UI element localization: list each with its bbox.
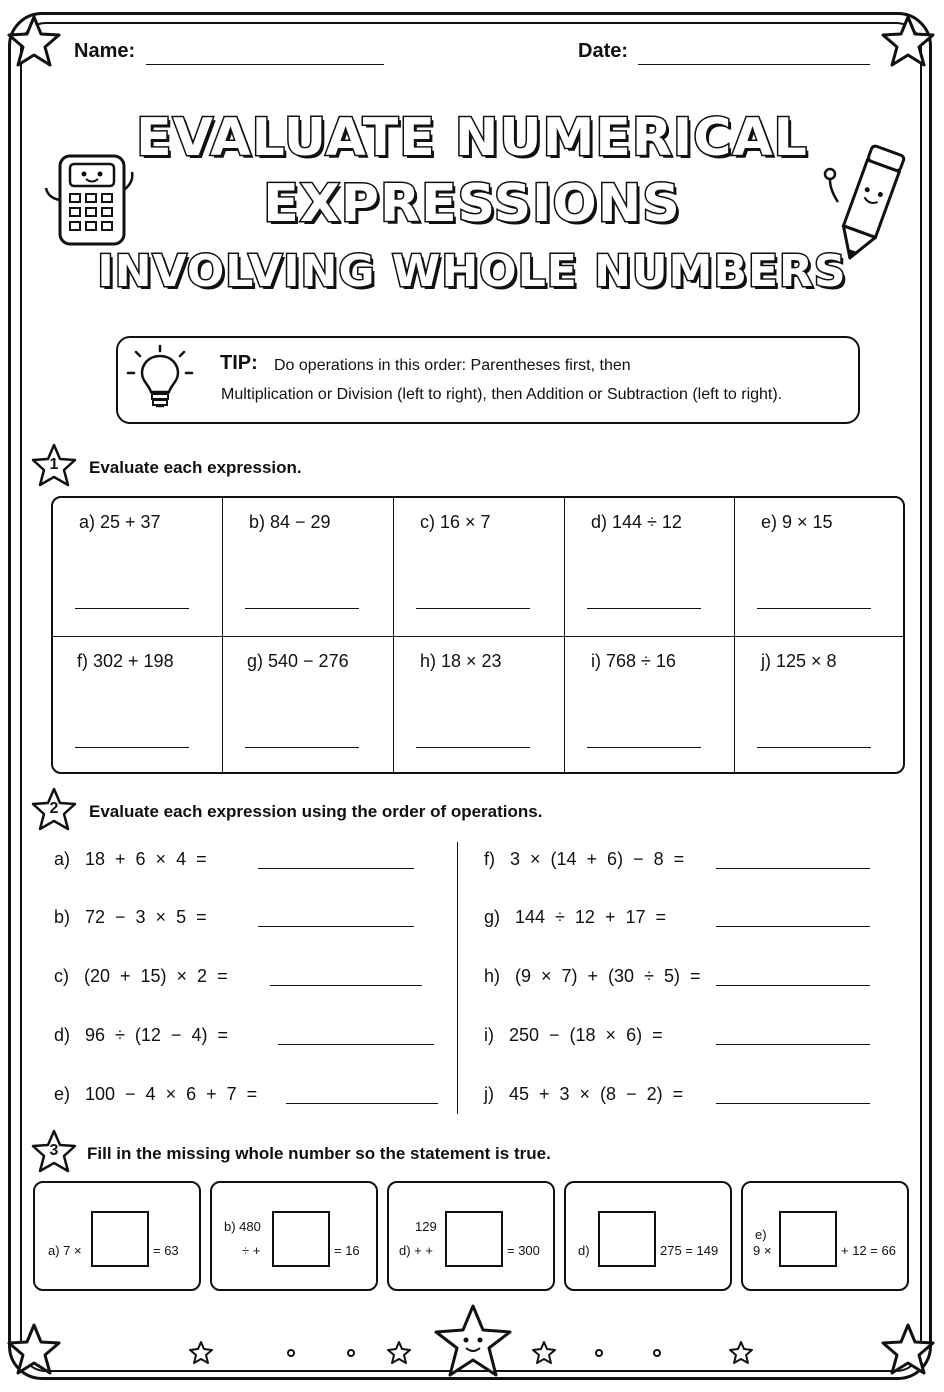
section-1-title: Evaluate each expression. [89,458,302,477]
expression: e) 9 × 15 [761,512,833,532]
fill-in-card [387,1181,555,1291]
dot-icon [652,1348,662,1358]
name-label: Name: [74,40,136,62]
problem-cell [394,637,564,775]
expression-part: d) [578,1243,590,1258]
expression: f) 3 × (14 + 6) − 8 = [484,849,685,869]
problem-cell [53,498,223,636]
tip-text-line-1: Do operations in this order: Parentheses first, then [274,357,631,374]
star-icon [880,1322,936,1378]
star-icon [531,1340,557,1366]
answer-box[interactable] [445,1211,503,1267]
answer-line[interactable] [75,747,189,748]
answer-line[interactable] [716,1103,870,1104]
expression: i) 768 ÷ 16 [591,651,676,671]
tip-text-line-2: Multiplication or Division (left to right), then Addition or Subtraction (left to right). [221,386,783,403]
problem-cell [223,637,393,775]
expression: g) 540 − 276 [247,651,349,671]
problem-cell [394,498,564,636]
answer-line[interactable] [75,608,189,609]
section-2-title: Evaluate each expression using the order of operations. [89,802,543,821]
smiling-star-icon [428,1302,518,1382]
answer-box[interactable] [272,1211,330,1267]
expression: a) 18 + 6 × 4 = [54,849,207,869]
section-number: 1 [49,456,59,473]
date-label: Date: [578,40,629,62]
answer-box[interactable] [598,1211,656,1267]
expression: b) 72 − 3 × 5 = [54,907,207,927]
expression-part: 275 = 149 [660,1243,719,1258]
expression: h) 18 × 23 [420,651,502,671]
fill-in-card [741,1181,909,1291]
answer-line[interactable] [716,985,870,986]
fill-in-card [210,1181,378,1291]
expression-part: = 300 [507,1243,540,1258]
calculator-icon [40,150,140,250]
expression: j) 125 × 8 [761,651,837,671]
answer-line[interactable] [587,608,701,609]
expression-part: + 12 = 66 [841,1243,896,1258]
answer-box[interactable] [91,1211,149,1267]
expression-part: b) 480 [224,1219,261,1234]
dot-icon [346,1348,356,1358]
date-field[interactable] [638,64,870,65]
problem-cell [53,637,223,775]
problem-cell [223,498,393,636]
section-1-grid [51,496,905,774]
tip-label: TIP: [220,352,258,374]
star-icon [728,1340,754,1366]
dot-icon [594,1348,604,1358]
answer-line[interactable] [278,1044,434,1045]
expression: c) (20 + 15) × 2 = [54,966,228,986]
expression-part: e) [755,1227,767,1242]
expression: j) 45 + 3 × (8 − 2) = [484,1084,684,1104]
answer-line[interactable] [716,926,870,927]
section-number: 3 [49,1142,59,1159]
dot-icon [286,1348,296,1358]
expression: b) 84 − 29 [249,512,331,532]
star-icon [6,14,62,70]
answer-line[interactable] [416,747,530,748]
expression: a) 25 + 37 [79,512,161,532]
expression-part: = 63 [153,1243,179,1258]
expression: g) 144 ÷ 12 + 17 = [484,907,666,927]
column-divider [457,842,458,1114]
expression-part: d) + + [399,1243,433,1258]
expression: c) 16 × 7 [420,512,491,532]
answer-line[interactable] [416,608,530,609]
answer-line[interactable] [258,926,414,927]
answer-line[interactable] [245,608,359,609]
problem-cell [565,498,735,636]
problem-cell [565,637,735,775]
answer-line[interactable] [286,1103,438,1104]
name-field[interactable] [146,64,384,65]
section-3-title: Fill in the missing whole number so the statement is true. [87,1144,551,1163]
expression-part: 129 [415,1219,437,1234]
fill-in-card [33,1181,201,1291]
section-number: 2 [49,800,59,817]
answer-box[interactable] [779,1211,837,1267]
star-icon [386,1340,412,1366]
expression: h) (9 × 7) + (30 ÷ 5) = [484,966,701,986]
expression-part: = 16 [334,1243,360,1258]
expression: e) 100 − 4 × 6 + 7 = [54,1084,258,1104]
fill-in-card [564,1181,732,1291]
expression: i) 250 − (18 × 6) = [484,1025,663,1045]
tip-box [116,336,860,424]
problem-cell [735,637,905,775]
star-icon [880,14,936,70]
expression-part: 9 × [753,1243,772,1258]
star-icon [188,1340,214,1366]
title-line-1: EVALUATE NUMERICAL [136,108,808,168]
lightbulb-icon [122,342,198,418]
answer-line[interactable] [245,747,359,748]
answer-line[interactable] [258,868,414,869]
expression: d) 144 ÷ 12 [591,512,682,532]
answer-line[interactable] [270,985,422,986]
title-line-2: EXPRESSIONS [263,174,681,234]
answer-line[interactable] [757,747,871,748]
expression-part: a) 7 × [48,1243,82,1258]
answer-line[interactable] [716,868,870,869]
title-line-3: INVOLVING WHOLE NUMBERS [97,246,847,297]
answer-line[interactable] [757,608,871,609]
pencil-icon [812,140,912,270]
expression: d) 96 ÷ (12 − 4) = [54,1025,228,1045]
answer-line[interactable] [716,1044,870,1045]
answer-line[interactable] [587,747,701,748]
expression: f) 302 + 198 [77,651,174,671]
expression-part: ÷ + [242,1243,261,1258]
problem-cell [735,498,905,636]
star-icon [6,1322,62,1378]
